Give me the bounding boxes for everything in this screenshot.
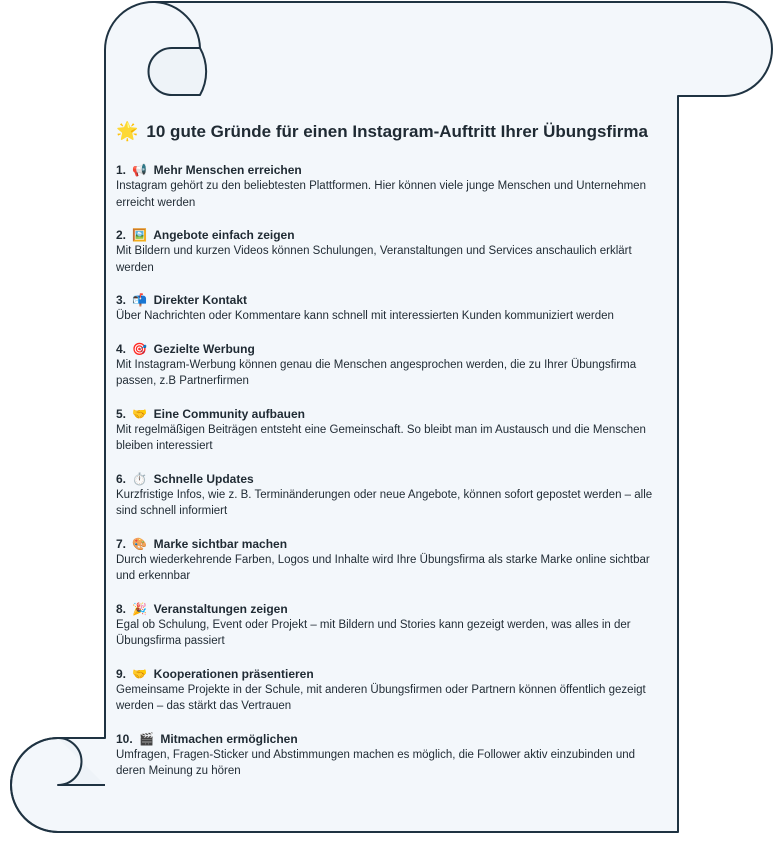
list-item [116,227,661,276]
list-item [116,406,661,455]
list-item [116,601,661,650]
item-text: Mit Bildern und kurzen Videos können Schulungen, Veranstaltungen und Services anschaulich erklärt werden [116,245,632,274]
item-text: Egal ob Schulung, Event oder Projekt – mit Bildern und Stories kann gezeigt werden, was alles in der Übungsfirma passiert [116,618,631,647]
item-title: Eine Community aufbauen [153,406,306,421]
item-heading [116,471,661,487]
item-title: Marke sichtbar machen [153,536,288,551]
item-heading [116,536,661,552]
item-text: Kurzfristige Infos, wie z. B. Terminänderungen oder neue Angebote, können sofort gepostet werden – alle sind schnell informiert [116,488,653,517]
item-number: 9. [116,666,127,681]
item-text: Instagram gehört zu den beliebtesten Plattformen. Hier können viele junge Menschen und Unternehmen erreicht werden [116,180,646,209]
target-icon: 🎯 [132,341,148,356]
item-text: Gemeinsame Projekte in der Schule, mit anderen Übungsfirmen oder Partnern können öffentlich gezeigt werden – das stärkt das Vertrauen [116,683,646,712]
mailbox-icon: 📬 [132,293,148,307]
picture-icon: 🖼️ [132,228,148,242]
item-heading [116,666,661,682]
stopwatch-icon: ⏱️ [132,471,148,486]
list-item [116,341,661,390]
item-number: 4. [116,341,127,356]
item-title: Veranstaltungen zeigen [153,601,288,616]
item-title: Angebote einfach zeigen [153,228,295,242]
item-number: 8. [116,601,127,616]
item-number: 6. [116,471,127,486]
item-title: Gezielte Werbung [153,341,255,356]
item-text: Mit regelmäßigen Beiträgen entsteht eine Gemeinschaft. So bleibt man im Austausch und die Menschen bleiben interessiert [116,423,646,452]
glowing-star-icon: 🌟 [116,121,139,141]
handshake-icon: 🤝 [132,666,148,681]
item-number: 2. [116,228,127,242]
handshake-icon: 🤝 [132,406,148,421]
item-title: Mitmachen ermöglichen [160,731,298,746]
title-text: 10 gute Gründe für einen Instagram-Auftritt Ihrer Übungsfirma [146,121,648,141]
item-number: 10. [116,731,133,746]
clapper-board-icon: 🎬 [139,731,154,746]
item-number: 7. [116,536,127,551]
item-number: 3. [116,293,127,307]
document-title [116,121,661,142]
item-heading [116,227,661,243]
item-heading [116,341,661,357]
item-text: Umfragen, Fragen-Sticker und Abstimmungen machen es möglich, die Follower aktiv einzubinden und deren Meinung zu hören [116,748,636,777]
list-item [116,536,661,585]
palette-icon: 🎨 [132,536,148,551]
item-number: 5. [116,406,127,421]
item-text: Durch wiederkehrende Farben, Logos und Inhalte wird Ihre Übungsfirma als starke Marke online sichtbar und erkennbar [116,553,650,582]
item-title: Kooperationen präsentieren [153,666,314,681]
item-title: Mehr Menschen erreichen [153,163,302,177]
item-text: Mit Instagram-Werbung können genau die Menschen angesprochen werden, die zu Ihrer Übungsfirma passen, z.B Partnerfirmen [116,358,637,387]
item-heading [116,162,661,178]
item-number: 1. [116,163,127,177]
item-text: Über Nachrichten oder Kommentare kann schnell mit interessierten Kunden kommuniziert werden [116,310,614,322]
list-item [116,471,661,520]
item-heading [116,406,661,422]
item-title: Schnelle Updates [153,471,254,486]
list-item [116,292,661,325]
list-item [116,162,661,211]
item-heading [116,601,661,617]
item-heading [116,731,661,747]
party-popper-icon: 🎉 [132,601,148,616]
item-title: Direkter Kontakt [153,293,248,307]
item-heading [116,292,661,308]
scroll-top-curl [149,48,207,95]
list-item [116,731,661,780]
megaphone-icon: 📢 [132,163,148,177]
list-item [116,666,661,715]
document-content [116,121,661,796]
